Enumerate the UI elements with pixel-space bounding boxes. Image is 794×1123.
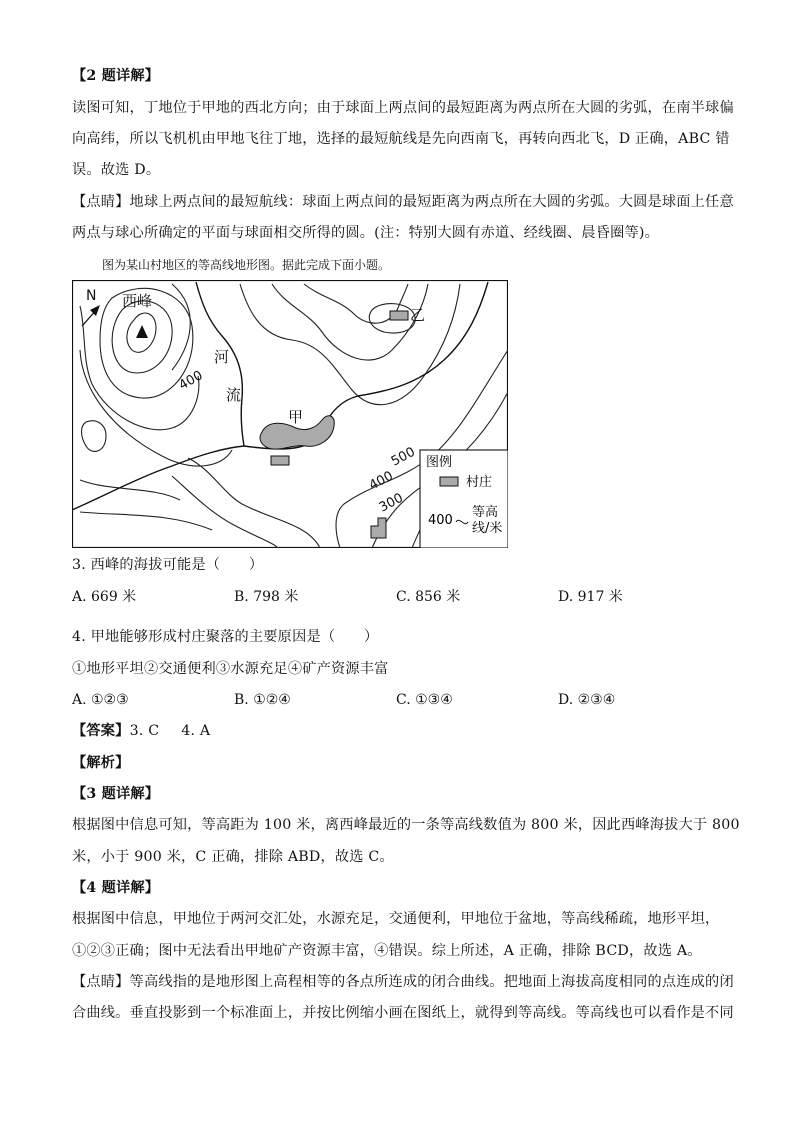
answer-label: 【答案】	[72, 723, 130, 739]
answer-line	[72, 721, 724, 741]
river-label-2: 流	[226, 386, 242, 404]
q3-detail-line-2: 米，小于 900 米，C 正确，排除 ABD，故选 C。	[72, 849, 394, 865]
q4-choices: ①地形平坦②交通便利③水源充足④矿产资源丰富	[72, 661, 389, 677]
q3-stem: 3. 西峰的海拔可能是（ ）	[72, 557, 264, 573]
q4-option-c: C. ①③④	[396, 692, 453, 708]
legend-title: 图例	[426, 455, 453, 470]
legend-village-swatch	[440, 477, 458, 486]
q4-stem: 4. 甲地能够形成村庄聚落的主要原因是（ ）	[72, 629, 379, 645]
q4-detail-heading: 【4 题详解】	[72, 880, 160, 896]
q2-detail-heading: 【2 题详解】	[72, 68, 160, 84]
map-legend	[420, 450, 508, 548]
contour-label-300: 300	[376, 490, 406, 516]
north-label: N	[86, 288, 97, 304]
analysis-label: 【解析】	[72, 755, 130, 771]
q2-detail-line-3: 误。故选 D。	[72, 162, 161, 178]
contour-map	[72, 280, 508, 548]
q4-tip-line-1: 【点睛】等高线指的是地形图上高程相等的各点所连成的闭合曲线。把地面上海拔高度相同的点连成的闭	[72, 974, 734, 990]
q2-detail-line-2: 向高纬，所以飞机机由甲地飞往丁地，选择的最短航线是先向西南飞，再转向西北飞，D 正确，ABC 错	[72, 131, 730, 147]
legend-contour-value: 400	[428, 513, 453, 528]
answer-q3: 3. C	[129, 723, 160, 739]
peak-label: 西峰	[122, 292, 153, 310]
legend-contour-label-2: 线/米	[472, 521, 503, 536]
river-label-1: 河	[214, 348, 230, 366]
q3-option-d: D. 917 米	[558, 589, 623, 605]
q4-option-a: A. ①②③	[72, 692, 129, 708]
q3-option-b: B. 798 米	[234, 589, 299, 605]
village-jia-label: 甲	[288, 408, 304, 426]
q2-tip-line-1: 【点睛】地球上两点间的最短航线：球面上两点间的最短距离为两点所在大圆的劣弧。大圆是球面上任意	[72, 194, 734, 210]
legend-contour-label-1: 等高	[472, 505, 499, 520]
answer-q4: 4. A	[181, 723, 211, 739]
village-small-shape	[271, 456, 289, 465]
map-caption: 图为某山村地区的等高线地形图。据此完成下面小题。	[102, 258, 391, 272]
village-yi-shape	[390, 311, 408, 320]
q2-detail-line-1: 读图可知，丁地位于甲地的西北方向；由于球面上两点间的最短距离为两点所在大圆的劣弧，在南半球偏	[72, 100, 734, 116]
q4-tip-line-2: 合曲线。垂直投影到一个标准面上，并按比例缩小画在图纸上，就得到等高线。等高线也可以看作是不同	[72, 1005, 734, 1021]
q4-detail-line-1: 根据图中信息，甲地位于两河交汇处，水源充足，交通便利，甲地位于盆地，等高线稀疏，地形平坦，	[72, 911, 720, 927]
contour-label-400: 400	[176, 368, 206, 394]
legend-village-label: 村庄	[466, 475, 493, 490]
q3-detail-line-1: 根据图中信息可知，等高距为 100 米，离西峰最近的一条等高线数值为 800 米，因此西峰海拔大于 800	[72, 817, 740, 833]
q3-detail-heading: 【3 题详解】	[72, 786, 160, 802]
q2-tip-line-2: 两点与球心所确定的平面与球面相交所得的圆。(注：特别大圆有赤道、经线圈、晨昏圈等)。	[72, 225, 659, 241]
contour-label-500: 500	[388, 444, 418, 470]
contour-label-400b: 400	[366, 468, 396, 494]
village-yi-label: 乙	[410, 306, 426, 324]
q4-option-b: B. ①②④	[234, 692, 291, 708]
q4-detail-line-2: ①②③正确；图中无法看出甲地矿产资源丰富，④错误。综上所述，A 正确，排除 BCD，故选 A。	[72, 943, 702, 959]
q3-option-a: A. 669 米	[72, 589, 137, 605]
q4-option-d: D. ②③④	[558, 692, 616, 708]
q3-option-c: C. 856 米	[396, 589, 461, 605]
